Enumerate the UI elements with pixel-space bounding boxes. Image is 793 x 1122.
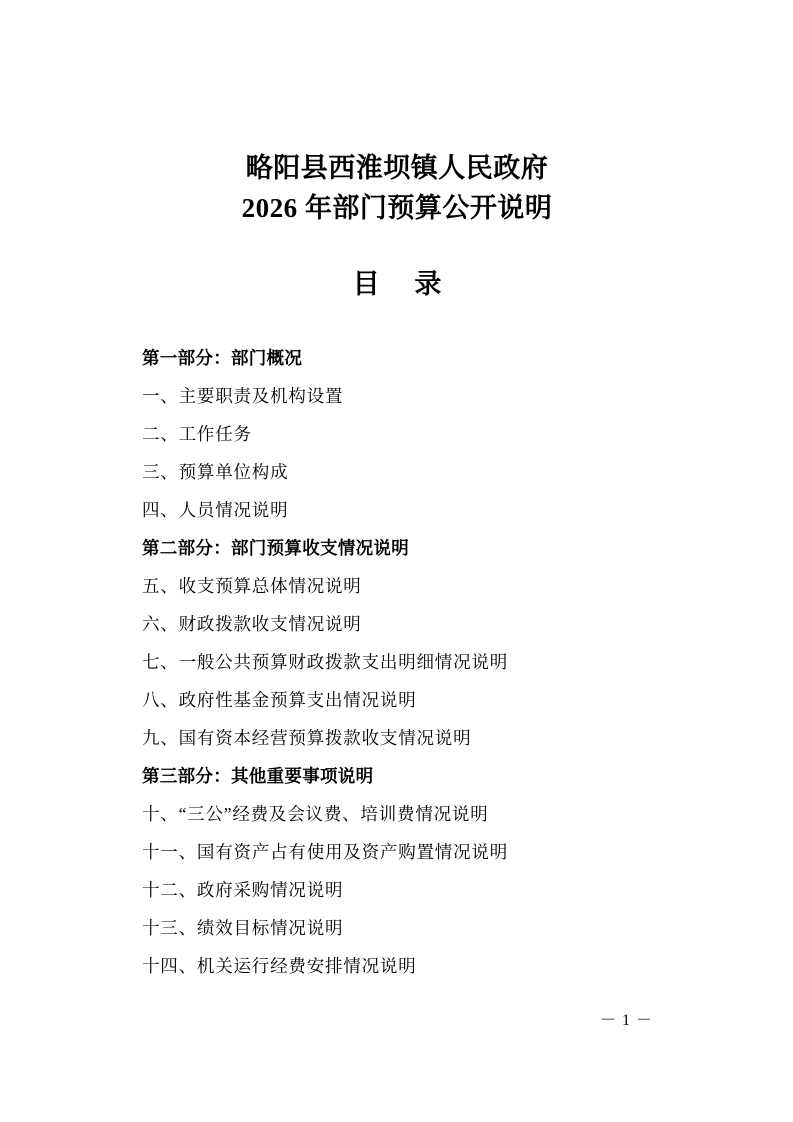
document-title xyxy=(142,148,652,228)
document-title-line-1: 略阳县西淮坝镇人民政府 xyxy=(245,153,549,183)
table-of-contents xyxy=(142,339,652,985)
toc-entry: 七、一般公共预算财政拨款支出明细情况说明 xyxy=(142,652,508,672)
page-number: － 1 － xyxy=(599,1012,653,1029)
toc-entry: 十四、机关运行经费安排情况说明 xyxy=(142,956,417,976)
toc-entry: 九、国有资本经营预算拨款收支情况说明 xyxy=(142,728,472,748)
toc-entry: 十三、绩效目标情况说明 xyxy=(142,918,344,938)
toc-entry: 二、工作任务 xyxy=(142,424,252,444)
toc-part-heading: 第一部分：部门概况 xyxy=(142,348,303,368)
toc-entry: 三、预算单位构成 xyxy=(142,462,289,482)
toc-part-heading: 第三部分：其他重要事项说明 xyxy=(142,766,374,786)
toc-entry: 十一、国有资产占有使用及资产购置情况说明 xyxy=(142,842,508,862)
toc-entry: 八、政府性基金预算支出情况说明 xyxy=(142,690,417,710)
page-content xyxy=(142,0,652,985)
toc-entry: 十、“三公”经费及会议费、培训费情况说明 xyxy=(142,804,489,824)
toc-entry: 一、主要职责及机构设置 xyxy=(142,386,344,406)
toc-entry: 六、财政拨款收支情况说明 xyxy=(142,614,362,634)
toc-entry: 四、人员情况说明 xyxy=(142,500,289,520)
document-title-line-2: 2026 年部门预算公开说明 xyxy=(241,193,553,223)
table-of-contents-heading: 目 录 xyxy=(352,269,456,299)
toc-entry: 十二、政府采购情况说明 xyxy=(142,880,344,900)
toc-part-heading: 第二部分：部门预算收支情况说明 xyxy=(142,538,409,558)
toc-entry: 五、收支预算总体情况说明 xyxy=(142,576,362,596)
